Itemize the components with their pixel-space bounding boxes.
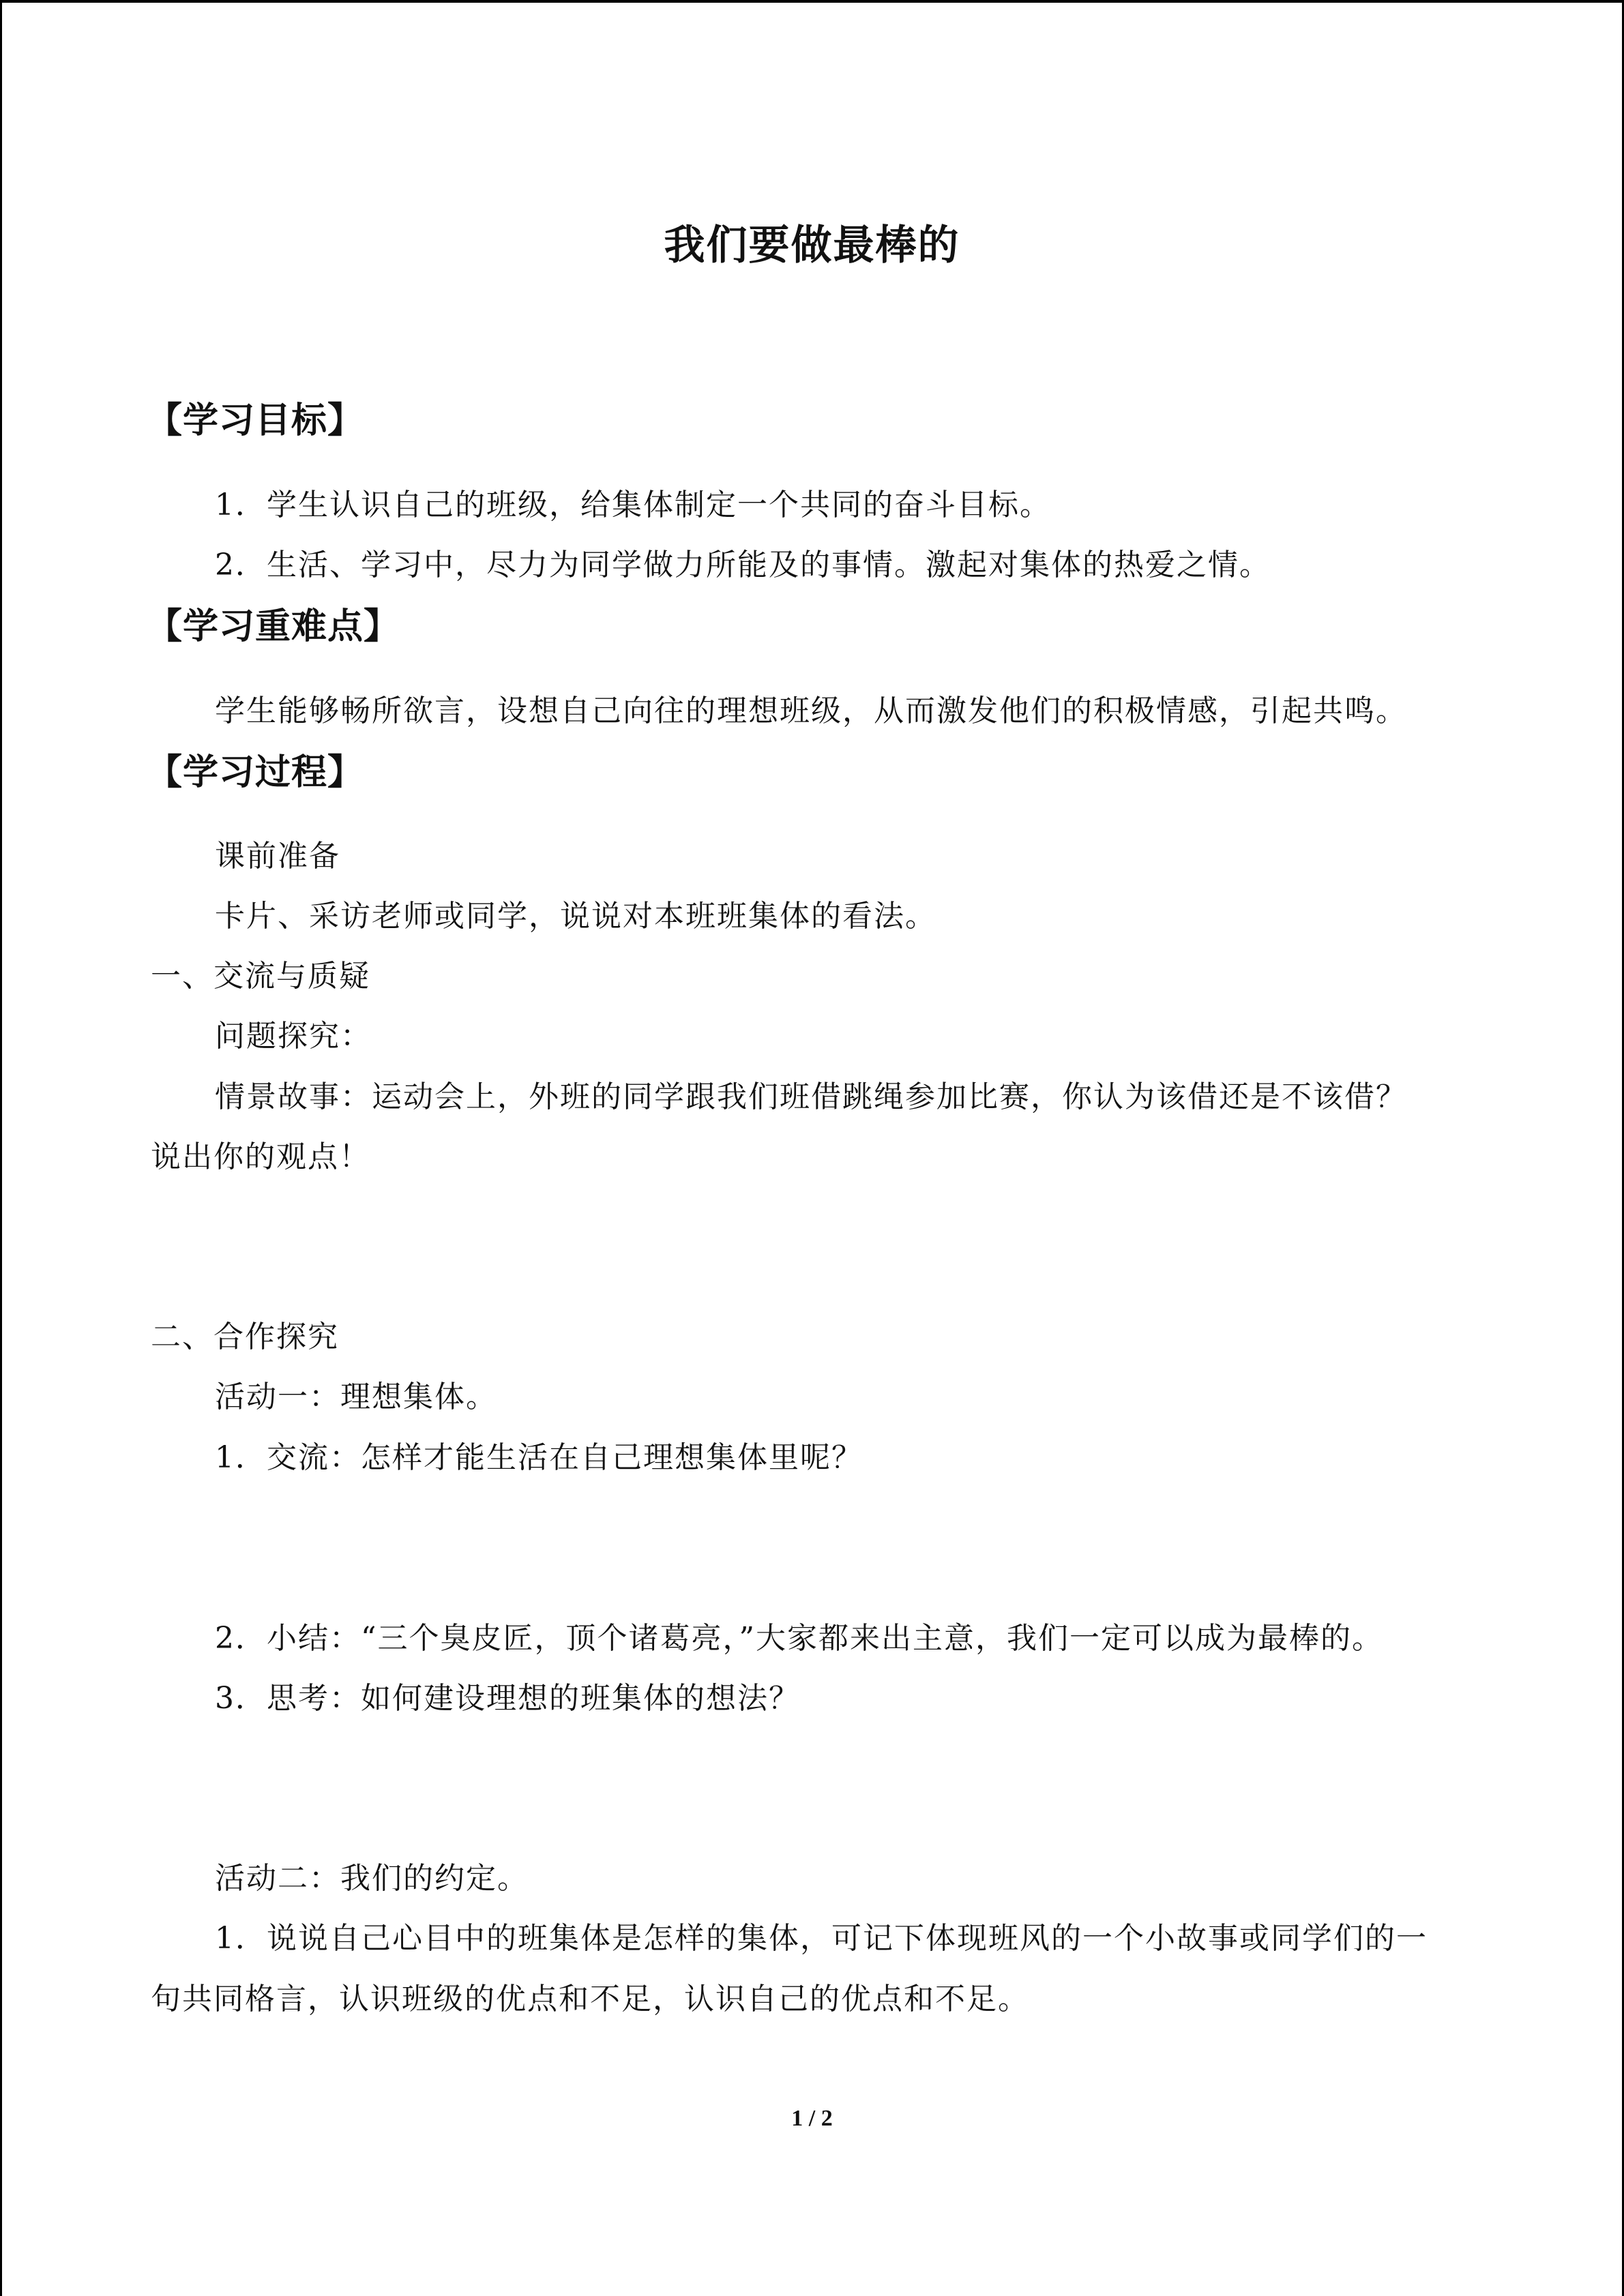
part1-heading: 一、交流与质疑 xyxy=(151,959,370,994)
activity1-item-3: 3．思考：如何建设理想的班集体的想法？ xyxy=(215,1681,800,1716)
part1-question-label: 问题探究： xyxy=(215,1019,372,1054)
prep-text: 卡片、采访老师或同学，说说对本班班集体的看法。 xyxy=(215,899,936,934)
page-number: 1 / 2 xyxy=(791,2106,833,2131)
activity2-label: 活动二：我们的约定。 xyxy=(215,1861,529,1896)
part2-heading: 二、合作探究 xyxy=(151,1320,339,1354)
activity2-item-1-line-1: 1．说说自己心目中的班集体是怎样的集体，可记下体现班风的一个小故事或同学们的一 xyxy=(215,1921,1428,1956)
objectives-heading: 【学习目标】 xyxy=(147,400,364,441)
activity1-label: 活动一：理想集体。 xyxy=(215,1380,497,1414)
prep-label: 课前准备 xyxy=(215,839,340,874)
objective-item-1: 1．学生认识自己的班级，给集体制定一个共同的奋斗目标。 xyxy=(215,488,1051,522)
activity2-item-1-line-2: 句共同格言，认识班级的优点和不足，认识自己的优点和不足。 xyxy=(151,1982,1029,2016)
process-heading: 【学习过程】 xyxy=(147,752,364,793)
activity1-item-2: 2．小结：“三个臭皮匠，顶个诸葛亮，”大家都来出主意，我们一定可以成为最棒的。 xyxy=(215,1621,1383,1656)
activity1-item-1: 1．交流：怎样才能生活在自己理想集体里呢？ xyxy=(215,1440,863,1475)
objective-item-2: 2．生活、学习中，尽力为同学做力所能及的事情。激起对集体的热爱之情。 xyxy=(215,548,1271,582)
part1-story-line-1: 情景故事：运动会上，外班的同学跟我们班借跳绳参加比赛，你认为该借还是不该借？ xyxy=(215,1079,1407,1114)
part1-story-line-2: 说出你的观点！ xyxy=(151,1139,370,1174)
document-title: 我们要做最棒的 xyxy=(664,222,960,269)
key-points-heading: 【学习重难点】 xyxy=(147,606,400,647)
key-points-text: 学生能够畅所欲言，设想自己向往的理想班级，从而激发他们的积极情感，引起共鸣。 xyxy=(215,694,1407,728)
